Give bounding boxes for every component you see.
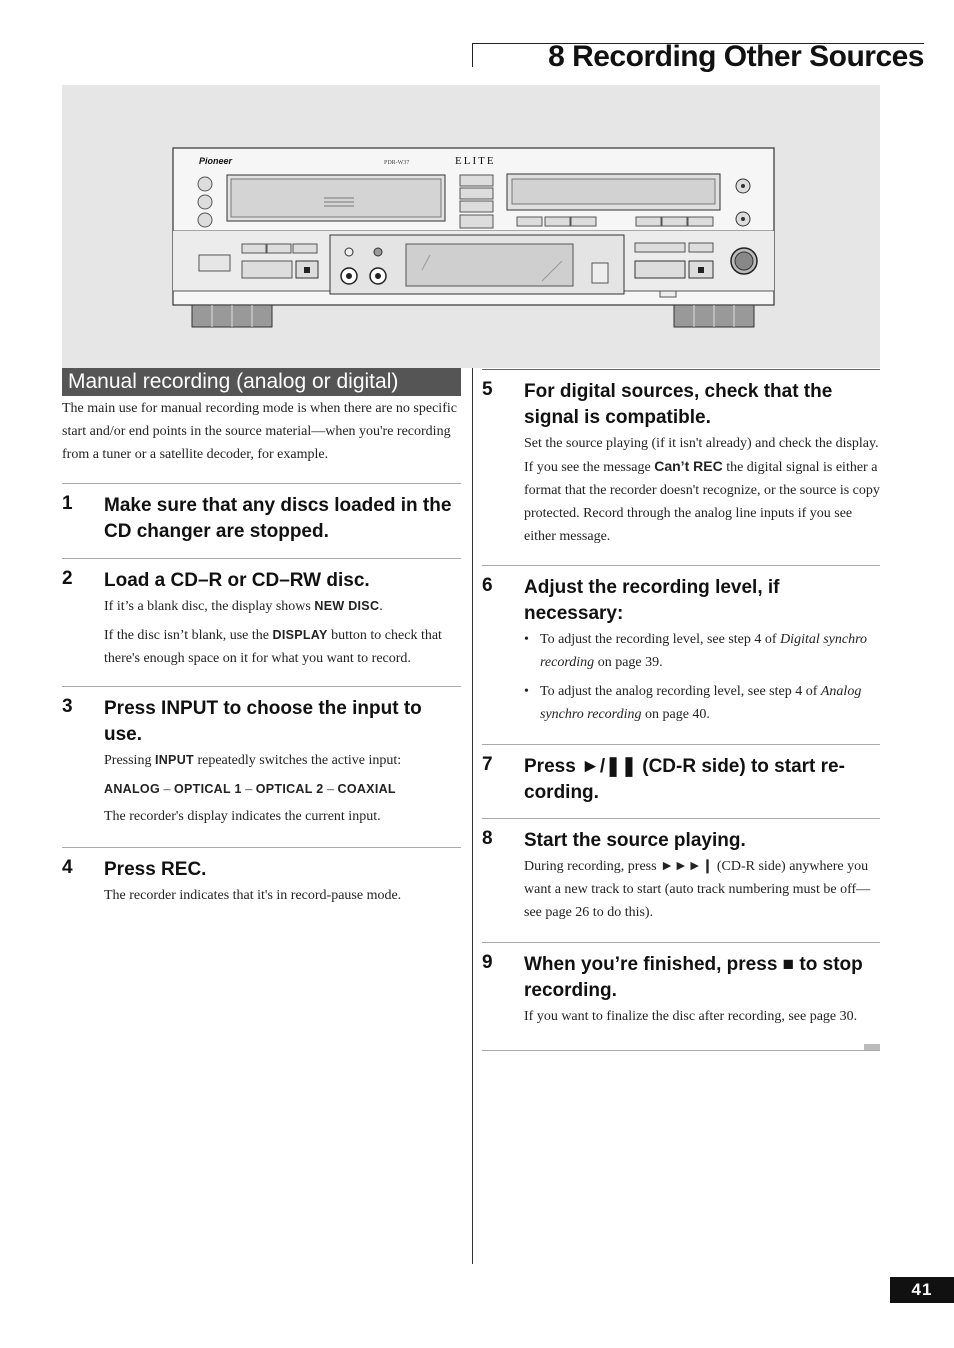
step-paragraph: Set the source playing (if it isn't already) and check the display. If you see the message Can’t REC the digital signal is either a format that the recorder doesn't recognize, or the source is copy protected. Record through the analog line inputs if you see either message. <box>524 436 880 544</box>
step-title: Press INPUT to choose the input to use. <box>104 698 422 745</box>
step-number: 5 <box>482 379 493 400</box>
step-divider <box>62 483 461 484</box>
bullet-item: • To adjust the analog recording level, see step 4 of Analog synchro recording on page 40. <box>524 680 880 726</box>
step-paragraph: If it’s a blank disc, the display shows NEW DISC. <box>104 599 383 614</box>
display-message: Can’t REC <box>654 458 723 474</box>
step-divider <box>482 369 880 370</box>
section-intro: The main use for manual recording mode is when there are no specific start and/or end points in the source material—when you're recording from a tuner or a satellite decoder, for example. <box>62 401 457 462</box>
step-body <box>104 595 462 670</box>
step-paragraph: The recorder's display indicates the current input. <box>104 809 381 824</box>
page-number: 41 <box>890 1277 954 1303</box>
button-name: DISPLAY <box>272 628 328 642</box>
step-divider <box>482 744 880 745</box>
display-message: NEW DISC <box>314 599 380 613</box>
step-number: 3 <box>62 696 73 717</box>
step-number: 7 <box>482 754 493 775</box>
step-divider <box>62 686 461 687</box>
section-end-rule <box>482 1050 880 1051</box>
step-title: For digital sources, check that the signal is compatible. <box>524 381 833 428</box>
step-divider <box>482 942 880 943</box>
step-title: Adjust the recording level, if necessary: <box>524 577 780 624</box>
step-number: 8 <box>482 828 493 849</box>
step-paragraph: The recorder indicates that it's in record-pause mode. <box>104 888 402 903</box>
step-body <box>104 749 462 828</box>
step-number: 4 <box>62 857 73 878</box>
step-paragraph: During recording, press ►►►❙ (CD-R side) anywhere you want a new track to start (auto track numbering must be off—see page 26 to do this). <box>524 859 871 920</box>
step-divider <box>62 558 461 559</box>
step-paragraph: Pressing INPUT repeatedly switches the active input: <box>104 753 402 768</box>
step-title: Load a CD–R or CD–RW disc. <box>104 570 370 591</box>
brand-label: Pioneer <box>199 156 233 166</box>
section-heading: Manual recording (analog or digital) <box>62 368 461 396</box>
step-paragraph: If the disc isn’t blank, use the DISPLAY button to check that there's enough space on it for what you want to record. <box>104 628 442 666</box>
step-number: 6 <box>482 575 493 596</box>
step-number: 2 <box>62 568 73 589</box>
input-sequence: ANALOG – OPTICAL 1 – OPTICAL 2 – COAXIAL <box>104 782 396 797</box>
step-body <box>524 628 880 726</box>
cd-recorder-front-panel <box>62 85 880 368</box>
step-paragraph: If you want to finalize the disc after recording, see page 30. <box>524 1009 858 1024</box>
step-title: Press REC. <box>104 859 207 880</box>
button-name: INPUT <box>154 753 194 767</box>
step-number: 9 <box>482 952 493 973</box>
step-title: Press ►/❚❚ (CD-R side) to start re-cording. <box>524 756 845 803</box>
step-title: Start the source playing. <box>524 830 746 851</box>
chapter-title: 8 Recording Other Sources <box>548 40 924 73</box>
column-divider <box>472 368 473 1264</box>
chapter-rule-tick <box>472 43 473 67</box>
step-divider <box>482 818 880 819</box>
device-illustration <box>62 85 880 368</box>
model-label: PDR-W37 <box>384 160 410 166</box>
step-number: 1 <box>62 493 73 514</box>
step-title: Make sure that any discs loaded in the CD changer are stopped. <box>104 495 452 542</box>
bullet-item: • To adjust the recording level, see step 4 of Digital synchro recording on page 39. <box>524 628 880 674</box>
step-divider <box>62 847 461 848</box>
step-title: When you’re finished, press ■ to stop recording. <box>524 954 863 1001</box>
series-label: ELITE <box>455 155 496 167</box>
step-divider <box>482 565 880 566</box>
section-end-mark <box>864 1044 880 1050</box>
